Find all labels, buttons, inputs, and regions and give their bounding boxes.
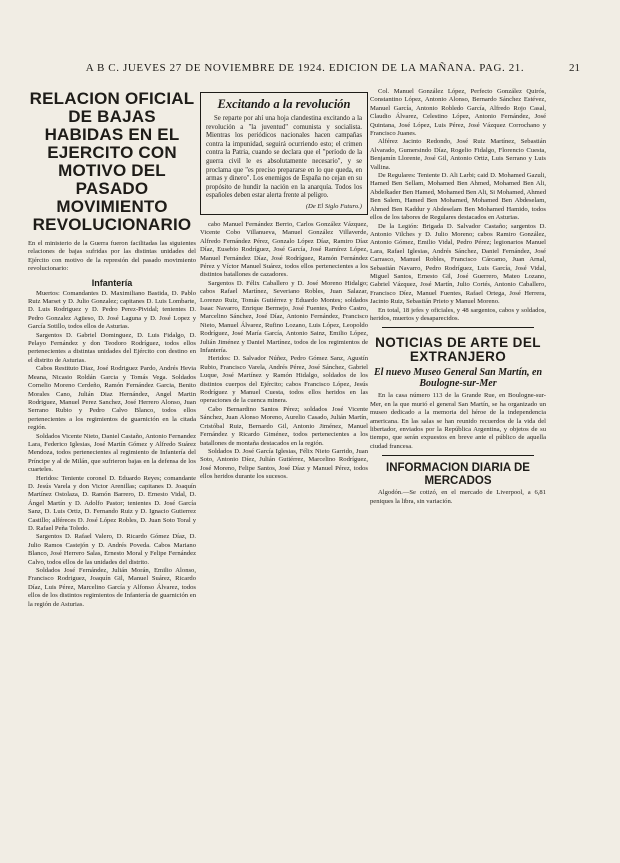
section-heading: Infantería	[91, 277, 133, 288]
paragraph: En total, 18 jefes y oficiales, y 48 sargentos, cabos y soldados, heridos, muertos y desaparecidos.	[370, 306, 546, 322]
paragraph: Soldados D. José García Iglesias, Félix Nieto Garrido, Juan Soto, Antonio Díez, Julián Gutiérrez, Marcelino Rodríguez, José Moreno, Felipe Santos, José Díaz y Manuel Pérez, todos ellos heridos durante los sucesos.	[200, 447, 368, 481]
paragraph: De Regulares: Teniente D. Ali Larbi; caid D. Mohamed Gazuli, Hamed Ben Sellam, Mohamed Ben Ahmed, Mohamed Ben Ali, Abdelkader Ben Hamed, Mohamed Ben Ali, Si Mohamed, Ahmed Ben Salem, Hamed Ben Mohamed, Mohamed Ben Abdeselam, Ahmed Ben Kaddur y Abdeselam Ben Mohamed Hamido, todos ellos de los tabores de Regulares destacados en Asturias.	[370, 172, 546, 222]
paragraph: Col. Manuel González López, Perfecto González Quirós, Constantino López, Antonio Alonso, Bernardo Sánchez Estévez, Manuel García, Antonio Robledo García, Alfredo Rojo Casal, Claudio Álvarez, Celestino López, Antonio Fernández, José Quintana, José López, Luis Pérez, José Vázquez Corrochano y Francisco Juanes.	[370, 88, 546, 138]
column-right	[370, 88, 546, 838]
paragraph: Sargentos D. Félix Caballero y D. José Moreno Hidalgo; cabos Rafael Martínez, Severiano Robles, Juan Salazar, Lorenzo Ruiz, Tomás Gutiérrez y Eduardo Montes; soldados Isaac Navarro, Enrique Bermejo, José Fuentes, Pedro Castro, Marcelino Sánchez, José Díaz, Antonio Fernández, Francisco Nieto, Manuel Álvarez, Rufino Lozano, Luis López, Leopoldo Rodríguez, José María García, Antonio Sainz, Emilio López, Julián Jiménez y Daniel Martínez, todos de los regimientos de Infantería.	[200, 279, 368, 355]
paragraph: Sargentos D. Gabriel Dominguez, D. Luis Fidalgo, D. Pelayo Fernández y don Teodoro Rodríguez, todos ellos pertenecientes a distintas unidades del Ejército con destino en el distrito de Asturias.	[28, 331, 196, 364]
page-header: A B C. JUEVES 27 DE NOVIEMBRE DE 1924. EDICION DE LA MAÑANA. PAG. 21.	[85, 62, 525, 74]
page-number: 21	[569, 62, 580, 74]
paragraph: cabo Manuel Fernández Berrio, Carlos González Vázquez, Vicente Cobo Villanueva, Manuel González Villaverde, Alfredo Fernández Pérez, Gonzalo López Díaz, Ramiro Díaz Díaz, Eusebio Rodríguez, José García, José Ramírez López, Manuel Fernández Díaz, José Rodríguez, Ramón Fernández Pérez y Víctor Manuel Suárez, todos ellos pertenecientes a los distintos batallones de cazadores.	[200, 220, 368, 279]
paragraph: Heridos: Teniente coronel D. Eduardo Reyes; comandante D. Jesús Varela y don Victor Arenillas; capitanes D. Joaquín Martínez Ostolaza, D. Ramón Barrero, D. Ernesto Vidal, D. Ángel Martín y D. Adolfo Pastor; tenientes D. José García Sanz, D. Luis Ortiz, D. Fernando Ruiz y D. Ignacio Gutierrez Castillo; alféreces D. José López Robles, D. Juan Soto Toral y D. Rafael Peña Toledo.	[28, 474, 196, 532]
article-intro: En el ministerio de la Guerra fueron facilitadas las siguientes relaciones de bajas sufridas por las distintas unidades del Ejército con motivo de la represión del pasado movimiento revolucionario:	[28, 240, 196, 273]
paragraph: En la casa número 113 de la Grande Rue, en Boulogne-sur-Mer, en la que murió el general San Martín, se ha organizado un museo dedicado a la memoria del héroe de la independencia americana. En las salas se han reunido recuerdos de la vida del libertador, enviados por la República Argentina, y objetos de su tiempo, que serán expuestos en breve ante el público de aquella ciudad francesa.	[370, 392, 546, 450]
boxed-note-source: (De El Siglo Futuro.)	[305, 202, 362, 210]
paragraph: Soldados Vicente Nieto, Daniel Castaño, Antonio Fernandez Lara, Federico Iglesias, José Martín Gómez y Alfredo Suárez Mendoza, todos pertenecientes al regimiento de Infantería del Príncipe y al de Milán, que sufrieron bajas en la defensa de los cuarteles.	[28, 432, 196, 474]
paragraph: Soldados José Fernández, Julián Morán, Emilio Alonso, Francisco Rodriguez, Joaquín Gil, Manuel Suárez, Ricardo Díaz, Luis Pérez, Marcelino García y Alfonso Álvarez, todos ellos de los distintos regimientos de Infantería de guarnición en la región de Asturias.	[28, 567, 196, 608]
boxed-note	[200, 92, 368, 215]
markets-headline: INFORMACION DIARIA DE MERCADOS	[386, 462, 530, 487]
paragraph: Cabos Restituto Diaz, José Rodriguez Pardo, Andrés Hevia Meana, Nicasio Roldán Garcia y Tomás Vega. Soldados Cornelio Moreno Cerdeño, Ramón Fernández Garcia, Benito Morales Cano, Julián Diaz Hernández, Angel Martin Rodriguez, Manuel Perez Sanchez, José Herrero Alonso, Juan Serrano Rubio y Pedro Calvo Blanco, todos ellos pertenecientes a los regimientos de guarnición en la citada región.	[28, 365, 196, 432]
paragraph: Heridos: D. Salvador Núñez, Pedro Gómez Sanz, Agustín Rubio, Francisco Varela, Andrés Pérez, José Sánchez, Gabriel Luque, José Martínez y Ramón Hidalgo, soldados de los distintos cuerpos del Ejército; cabos Francisco López, Jesús Rodríguez y Manuel Cuesta, todos ellos heridos en las operaciones de la cuenca minera.	[200, 355, 368, 405]
paragraph: Alférez Jacinto Redondo, José Ruiz Martínez, Sebastián Alvarado, Gumersindo Díaz, Rogelio Fidalgo, Florencio Cuesta, Benjamín Llorente, José Gil, Antonio Ortiz, Luis Serrano y Luis Vallina.	[370, 138, 546, 171]
paragraph: Algodón.—Se cotizó, en el mercado de Liverpool, a 6,81 peniques la libra, sin variación.	[370, 489, 546, 505]
divider	[382, 327, 534, 328]
paragraph: Muertos: Comandantes D. Maximiliano Bastida, D. Pablo Ruiz Marset y D. Julio Gonzalez; capitanes D. Luis Lombarte, D. Luis Rodriguez y D. Pedro Perez-Pividal; tenientes D. Pedro Gonzalez Agüeso, D. José Laguna y D. José Lopez y García Sotillo, todos ellos de Asturias.	[28, 289, 196, 331]
paragraph: De la Legión: Brigada D. Salvador Castaño; sargentos D. Antonio Vilches y D. Julio Moreno; cabos Ramiro González, Antonio Gómez, Emilio Vidal, Pedro Pérez; legionarios Manuel Lara, Rafael Iglesias, Andrés Sánchez, Daniel Fernández, José Carrasco, Manuel Robles, Francisco Cárcamo, Juan Arnal, Sebastián Navarro, Pedro Rodríguez, Luis García, José Vidal, Miguel Santos, Ernesto Gil, José Guerrero, Mateo Lozano, Gabriel Vázquez, José Martín, Julio Cortés, Antonio Caballero, Francisco Díez, Manuel Fuentes, Rafael Ortega, José Herrera, Jacinto Ruiz, Sebastián Prieto y Manuel Moreno.	[370, 222, 546, 306]
column-middle	[200, 88, 368, 838]
column-left	[28, 88, 196, 838]
article-headline: RELACION OFICIAL DE BAJAS HABIDAS EN EL EJERCITO CON MOTIVO DEL PASADO MOVIMIENTO REVOLUCIONARIO	[29, 89, 195, 234]
art-news-headline: NOTICIAS DE ARTE DEL EXTRANJERO	[375, 335, 541, 365]
boxed-note-title: Excitando a la revolución	[217, 97, 351, 111]
divider	[382, 455, 534, 456]
paragraph: Cabo Bernardino Santos Pérez; soldados José Vicente Sánchez, Juan Alonso Moreno, Aurelio Casado, Julián Martín, Cristóbal Ruiz, Bernardo Gil, Antonio Jiménez, Manuel Fernández y Ricardo Giménez, todos pertenecientes a los batallones de montaña destacados en la región.	[200, 405, 368, 447]
boxed-note-text: Se reparte por ahí una hoja clandestina excitando a la revolución a "la juventud" comunista y socialista. Mientras los periódicos nacionales hacen campañas contra la impunidad, seguirá ocurriendo esto; el crimen contra la Patria, cuando se declara que el "período de la guerra civil le es absolutamente necesario", y se proclama que "es preciso prepararse en lo que queda, en armas y dinero". Los enemigos de España no cejan en su propósito de hundir la nación en la anarquía. Todos los españoles deben estar alerta frente al peligro.	[206, 115, 362, 200]
art-news-subheadline: El nuevo Museo General San Martín, en Boulogne-sur-Mer	[373, 367, 543, 390]
paragraph: Sargentos D. Rafael Valero, D. Ricardo Gómez Díaz, D. Julio Ramos Castejón y D. Andrés Poveda. Cabos Mariano Blanco, José Herrero Salas, Ernesto Moral y Felipe Fernández Calvo, todos ellos de las unidades del distrito.	[28, 533, 196, 566]
